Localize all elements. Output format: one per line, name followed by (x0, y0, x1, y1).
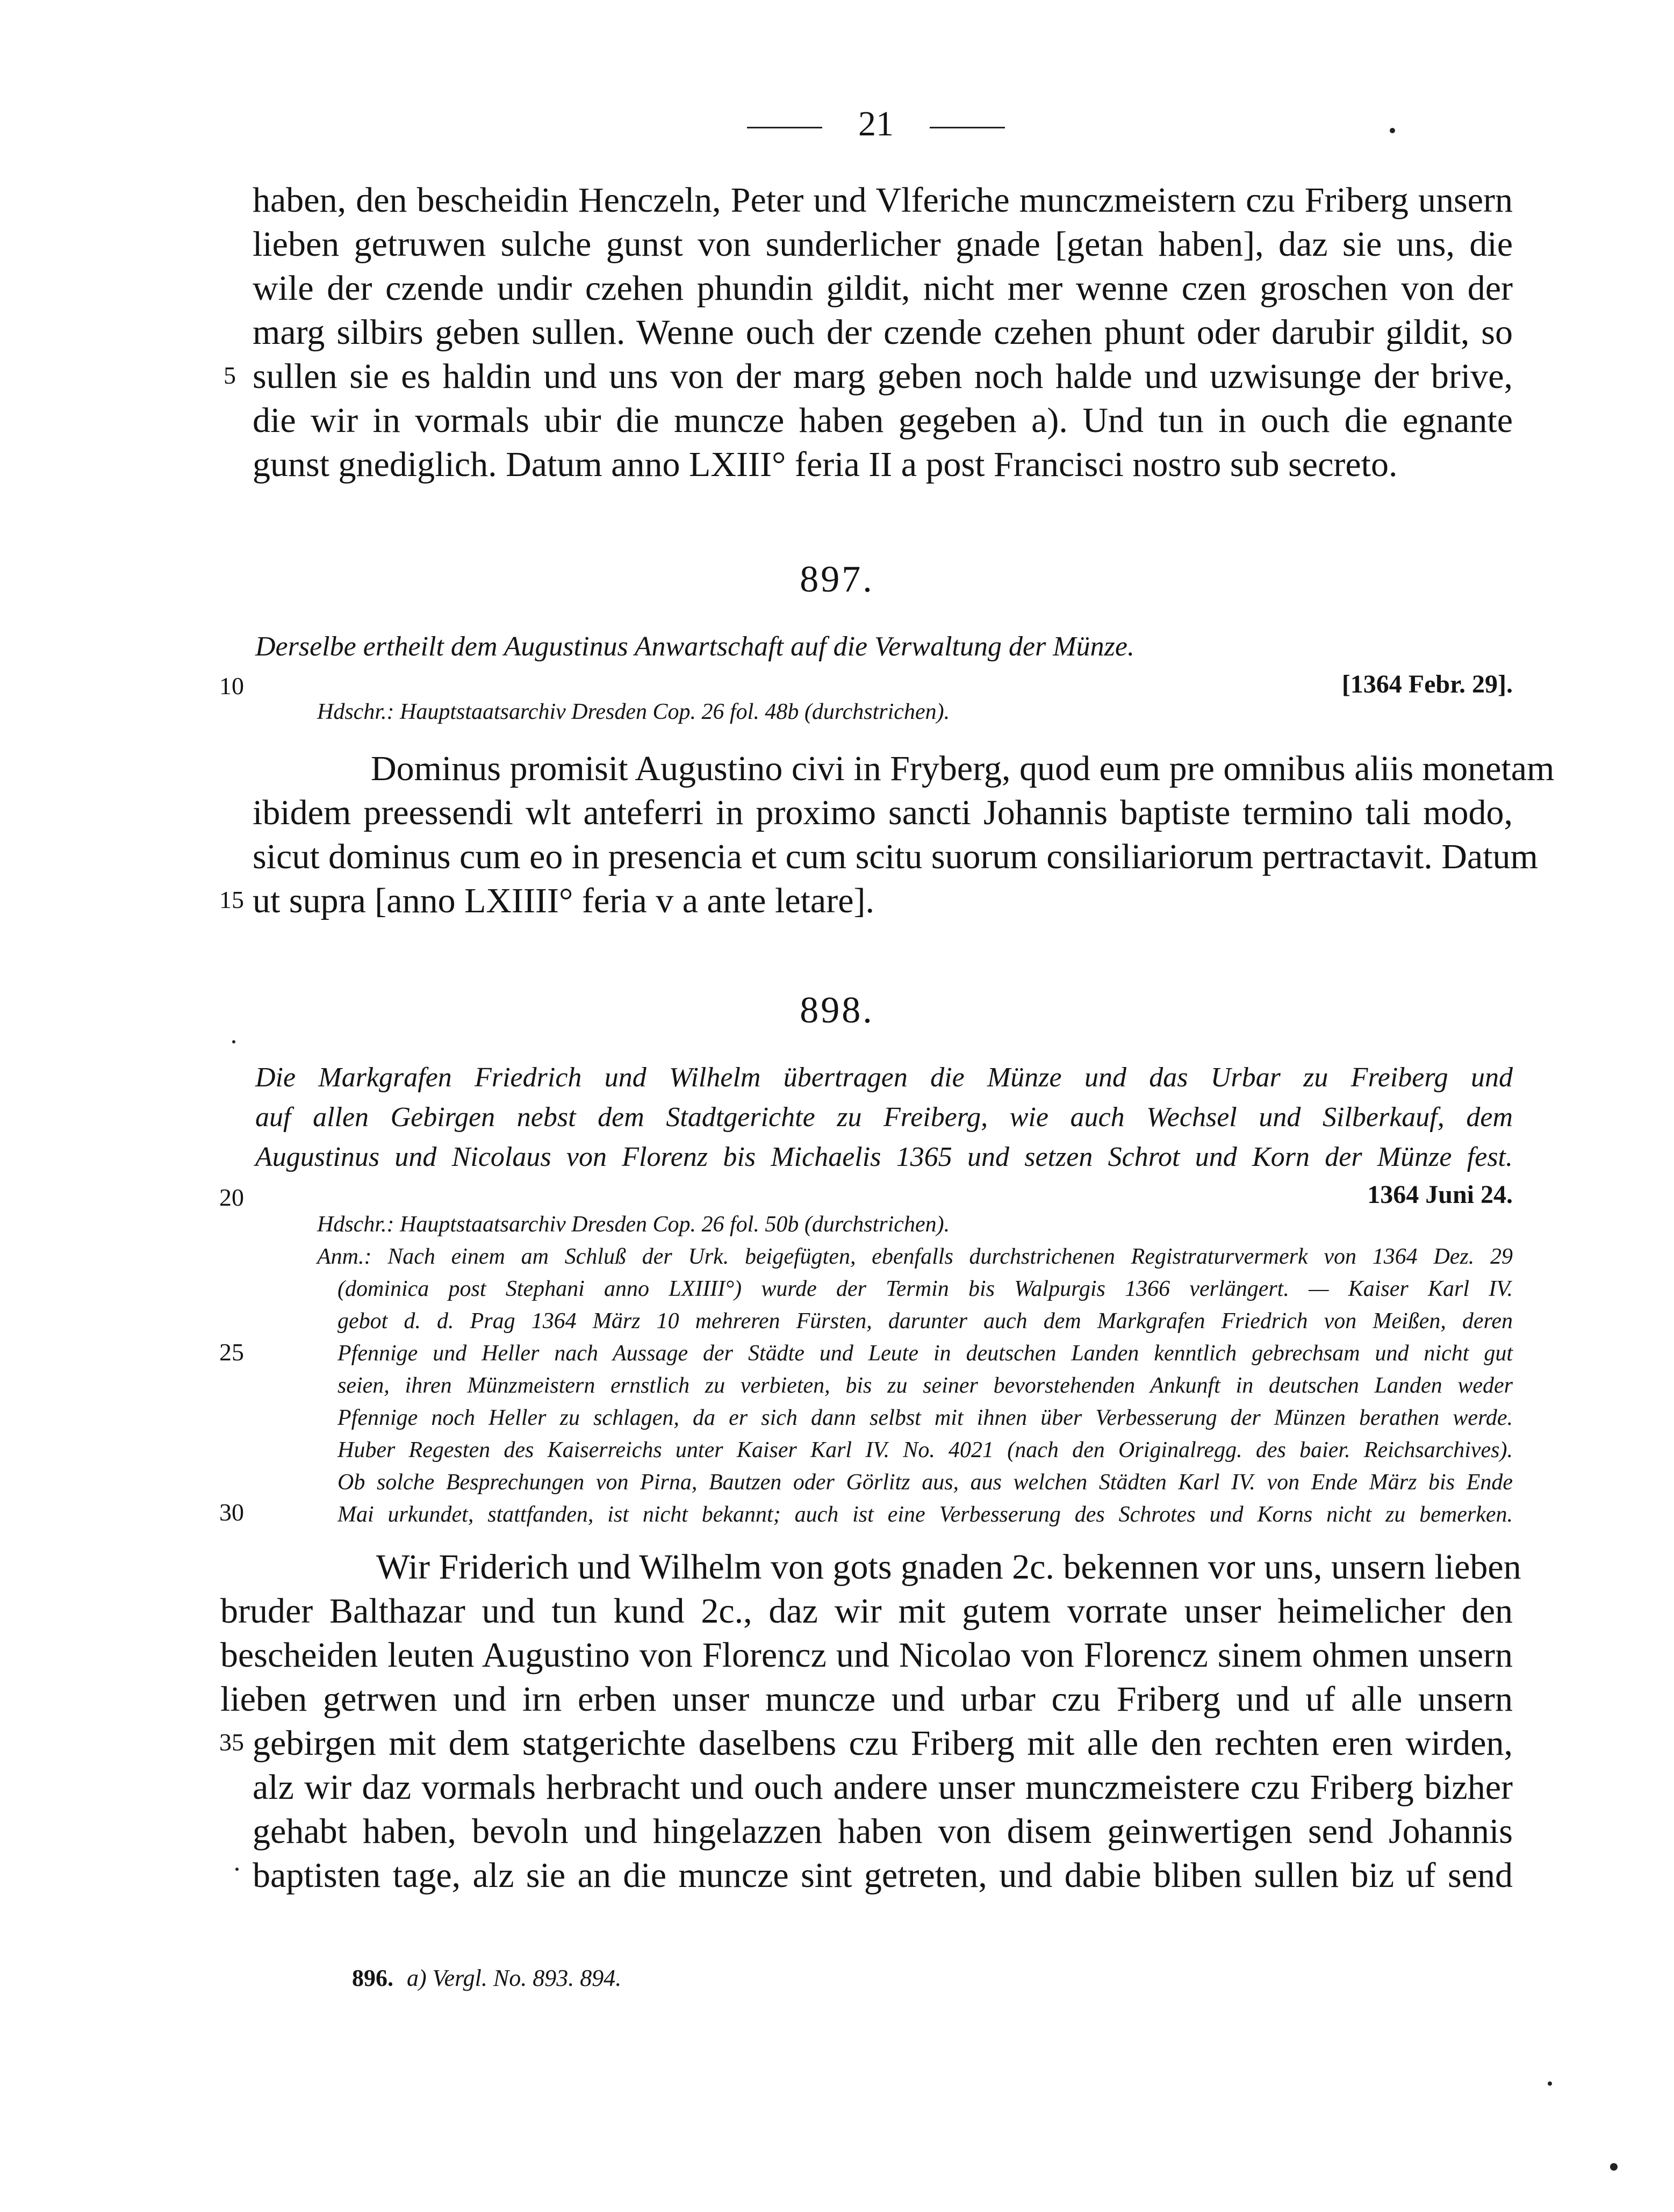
doc898-note-line: Anm.: Nach einem am Schluß der Urk. beigefügten, ebenfalls durchstrichenen Registraturvermerk von 1364 Dez. 29 (317, 1244, 1513, 1269)
page-number: 21 (858, 104, 894, 143)
doc898-note-line: Pfennige noch Heller zu schlagen, da er sich dann selbst mit ihnen über Verbesserung der Münzen berathen werde. (337, 1406, 1513, 1430)
page-speck (1548, 2081, 1552, 2086)
footnote-ref: 896. (352, 1965, 393, 1991)
doc897-source: Hdschr.: Hauptstaatsarchiv Dresden Cop. 26 fol. 48b (durchstrichen). (317, 700, 950, 724)
doc896-line: lieben getruwen sulche gunst von sunderlicher gnade [getan haben], daz sie uns, die (253, 225, 1513, 264)
doc898-note-line: Mai urkundet, stattfanden, ist nicht bekannt; auch ist eine Verbesserung des Schrotes und Korns nicht zu bemerken. (337, 1502, 1513, 1527)
doc898-summary-line: Die Markgrafen Friedrich und Wilhelm übertragen die Münze und das Urbar zu Freiberg und (255, 1062, 1513, 1093)
doc898-line: Wir Friderich und Wilhelm von gots gnaden 2c. bekennen vor uns, unsern lieben (376, 1547, 1521, 1587)
line-number-5: 5 (224, 362, 236, 389)
doc898-summary-line: auf allen Gebirgen nebst dem Stadtgerichte zu Freiberg, wie auch Wechsel und Silberkauf, dem (255, 1102, 1513, 1133)
doc896-line: die wir in vormals ubir die muncze haben gegeben a). Und tun in ouch die egnante (253, 401, 1513, 440)
page-speck (1610, 2163, 1618, 2171)
margin-speck (232, 1040, 235, 1043)
doc897-line: ibidem preessendi wlt anteferri in proximo sancti Johannis baptiste termino tali modo, (253, 793, 1513, 832)
doc897-number: 897. (800, 559, 874, 600)
doc898-number: 898. (800, 990, 874, 1031)
doc898-note-line: Ob solche Besprechungen von Pirna, Bautzen oder Görlitz aus, aus welchen Städten Karl IV. von Ende März bis Ende (337, 1470, 1513, 1495)
doc896-line-last: gunst gnediglich. Datum anno LXIII° feria II a post Francisci nostro sub secreto. (253, 445, 1398, 484)
doc898-note-line: (dominica post Stephani anno LXIIII°) wurde der Termin bis Walpurgis 1366 verlängert. — Kaiser Karl IV. (337, 1277, 1513, 1301)
line-number-35: 35 (219, 1728, 244, 1756)
doc897-line: Dominus promisit Augustino civi in Fryberg, quod eum pre omnibus aliis monetam (371, 749, 1555, 788)
doc896-line: haben, den bescheidin Henczeln, Peter und Vlferiche munczmeistern czu Friberg unsern (253, 181, 1513, 220)
doc897-line: sicut dominus cum eo in presencia et cum scitu suorum consiliariorum pertractavit. Datum (253, 837, 1538, 876)
doc898-note-line: Huber Regesten des Kaiserreichs unter Kaiser Karl IV. No. 4021 (nach den Originalregg. des baier. Reichsarchives). (337, 1438, 1513, 1462)
doc898-summary-line: Augustinus und Nicolaus von Florenz bis Michaelis 1365 und setzen Schrot und Korn der Münze fest. (255, 1142, 1513, 1172)
doc898-line: lieben getrwen und irn erben unser muncze und urbar czu Friberg und uf alle unsern (220, 1680, 1513, 1719)
line-number-30: 30 (219, 1498, 244, 1526)
doc898-note-line: gebot d. d. Prag 1364 März 10 mehreren Fürsten, darunter auch dem Markgrafen Friedrich von Meißen, deren (337, 1309, 1513, 1334)
doc898-date: 1364 Juni 24. (1367, 1180, 1513, 1209)
doc898-line: bruder Balthazar und tun kund 2c., daz wir mit gutem vorrate unser heimelicher den (220, 1591, 1513, 1631)
doc896-line: marg silbirs geben sullen. Wenne ouch der czende czehen phunt oder darubir gildit, so (253, 313, 1513, 352)
doc898-note-line: seien, ihren Münzmeistern ernstlich zu verbieten, bis zu seiner bevorstehenden Ankunft in deutschen Landen weder (337, 1373, 1513, 1398)
line-number-15: 15 (219, 886, 244, 913)
doc898-line: alz wir daz vormals herbracht und ouch andere unser munczmeistere czu Friberg bizher (253, 1768, 1513, 1807)
doc896-line: sullen sie es haldin und uns von der marg geben noch halde und uzwisunge der brive, (253, 357, 1513, 396)
doc898-line: baptisten tage, alz sie an die muncze sint getreten, und dabie bliben sullen biz uf send (253, 1856, 1513, 1895)
doc896-line: wile der czende undir czehen phundin gildit, nicht mer wenne czen groschen von der (253, 269, 1513, 308)
doc898-line: gehabt haben, bevoln und hingelazzen haben von disem geinwertigen send Johannis (253, 1812, 1513, 1851)
doc897-summary: Derselbe ertheilt dem Augustinus Anwartschaft auf die Verwaltung der Münze. (255, 631, 1134, 662)
footnote-text: a) Vergl. No. 893. 894. (407, 1965, 622, 1991)
footnote (352, 1966, 621, 1990)
header-rule-right (930, 127, 1005, 128)
doc897-line-last: ut supra [anno LXIIII° feria v a ante letare]. (253, 881, 874, 920)
header-rule-left (747, 127, 822, 128)
doc898-line: gebirgen mit dem statgerichte daselbens czu Friberg mit alle den rechten eren wirden, (253, 1724, 1513, 1763)
line-number-25: 25 (219, 1338, 244, 1366)
doc898-source: Hdschr.: Hauptstaatsarchiv Dresden Cop. 26 fol. 50b (durchstrichen). (317, 1212, 950, 1237)
margin-speck (235, 1868, 239, 1871)
header-speck (1390, 128, 1395, 133)
doc898-line: bescheiden leuten Augustino von Florencz und Nicolao von Florencz sinem ohmen unsern (220, 1635, 1513, 1675)
doc897-date: [1364 Febr. 29]. (1341, 670, 1513, 698)
doc898-note-line: Pfennige und Heller nach Aussage der Städte und Leute in deutschen Landen kenntlich gebrechsam und nicht gut (337, 1341, 1513, 1366)
line-number-10: 10 (219, 672, 244, 700)
line-number-20: 20 (219, 1184, 244, 1211)
